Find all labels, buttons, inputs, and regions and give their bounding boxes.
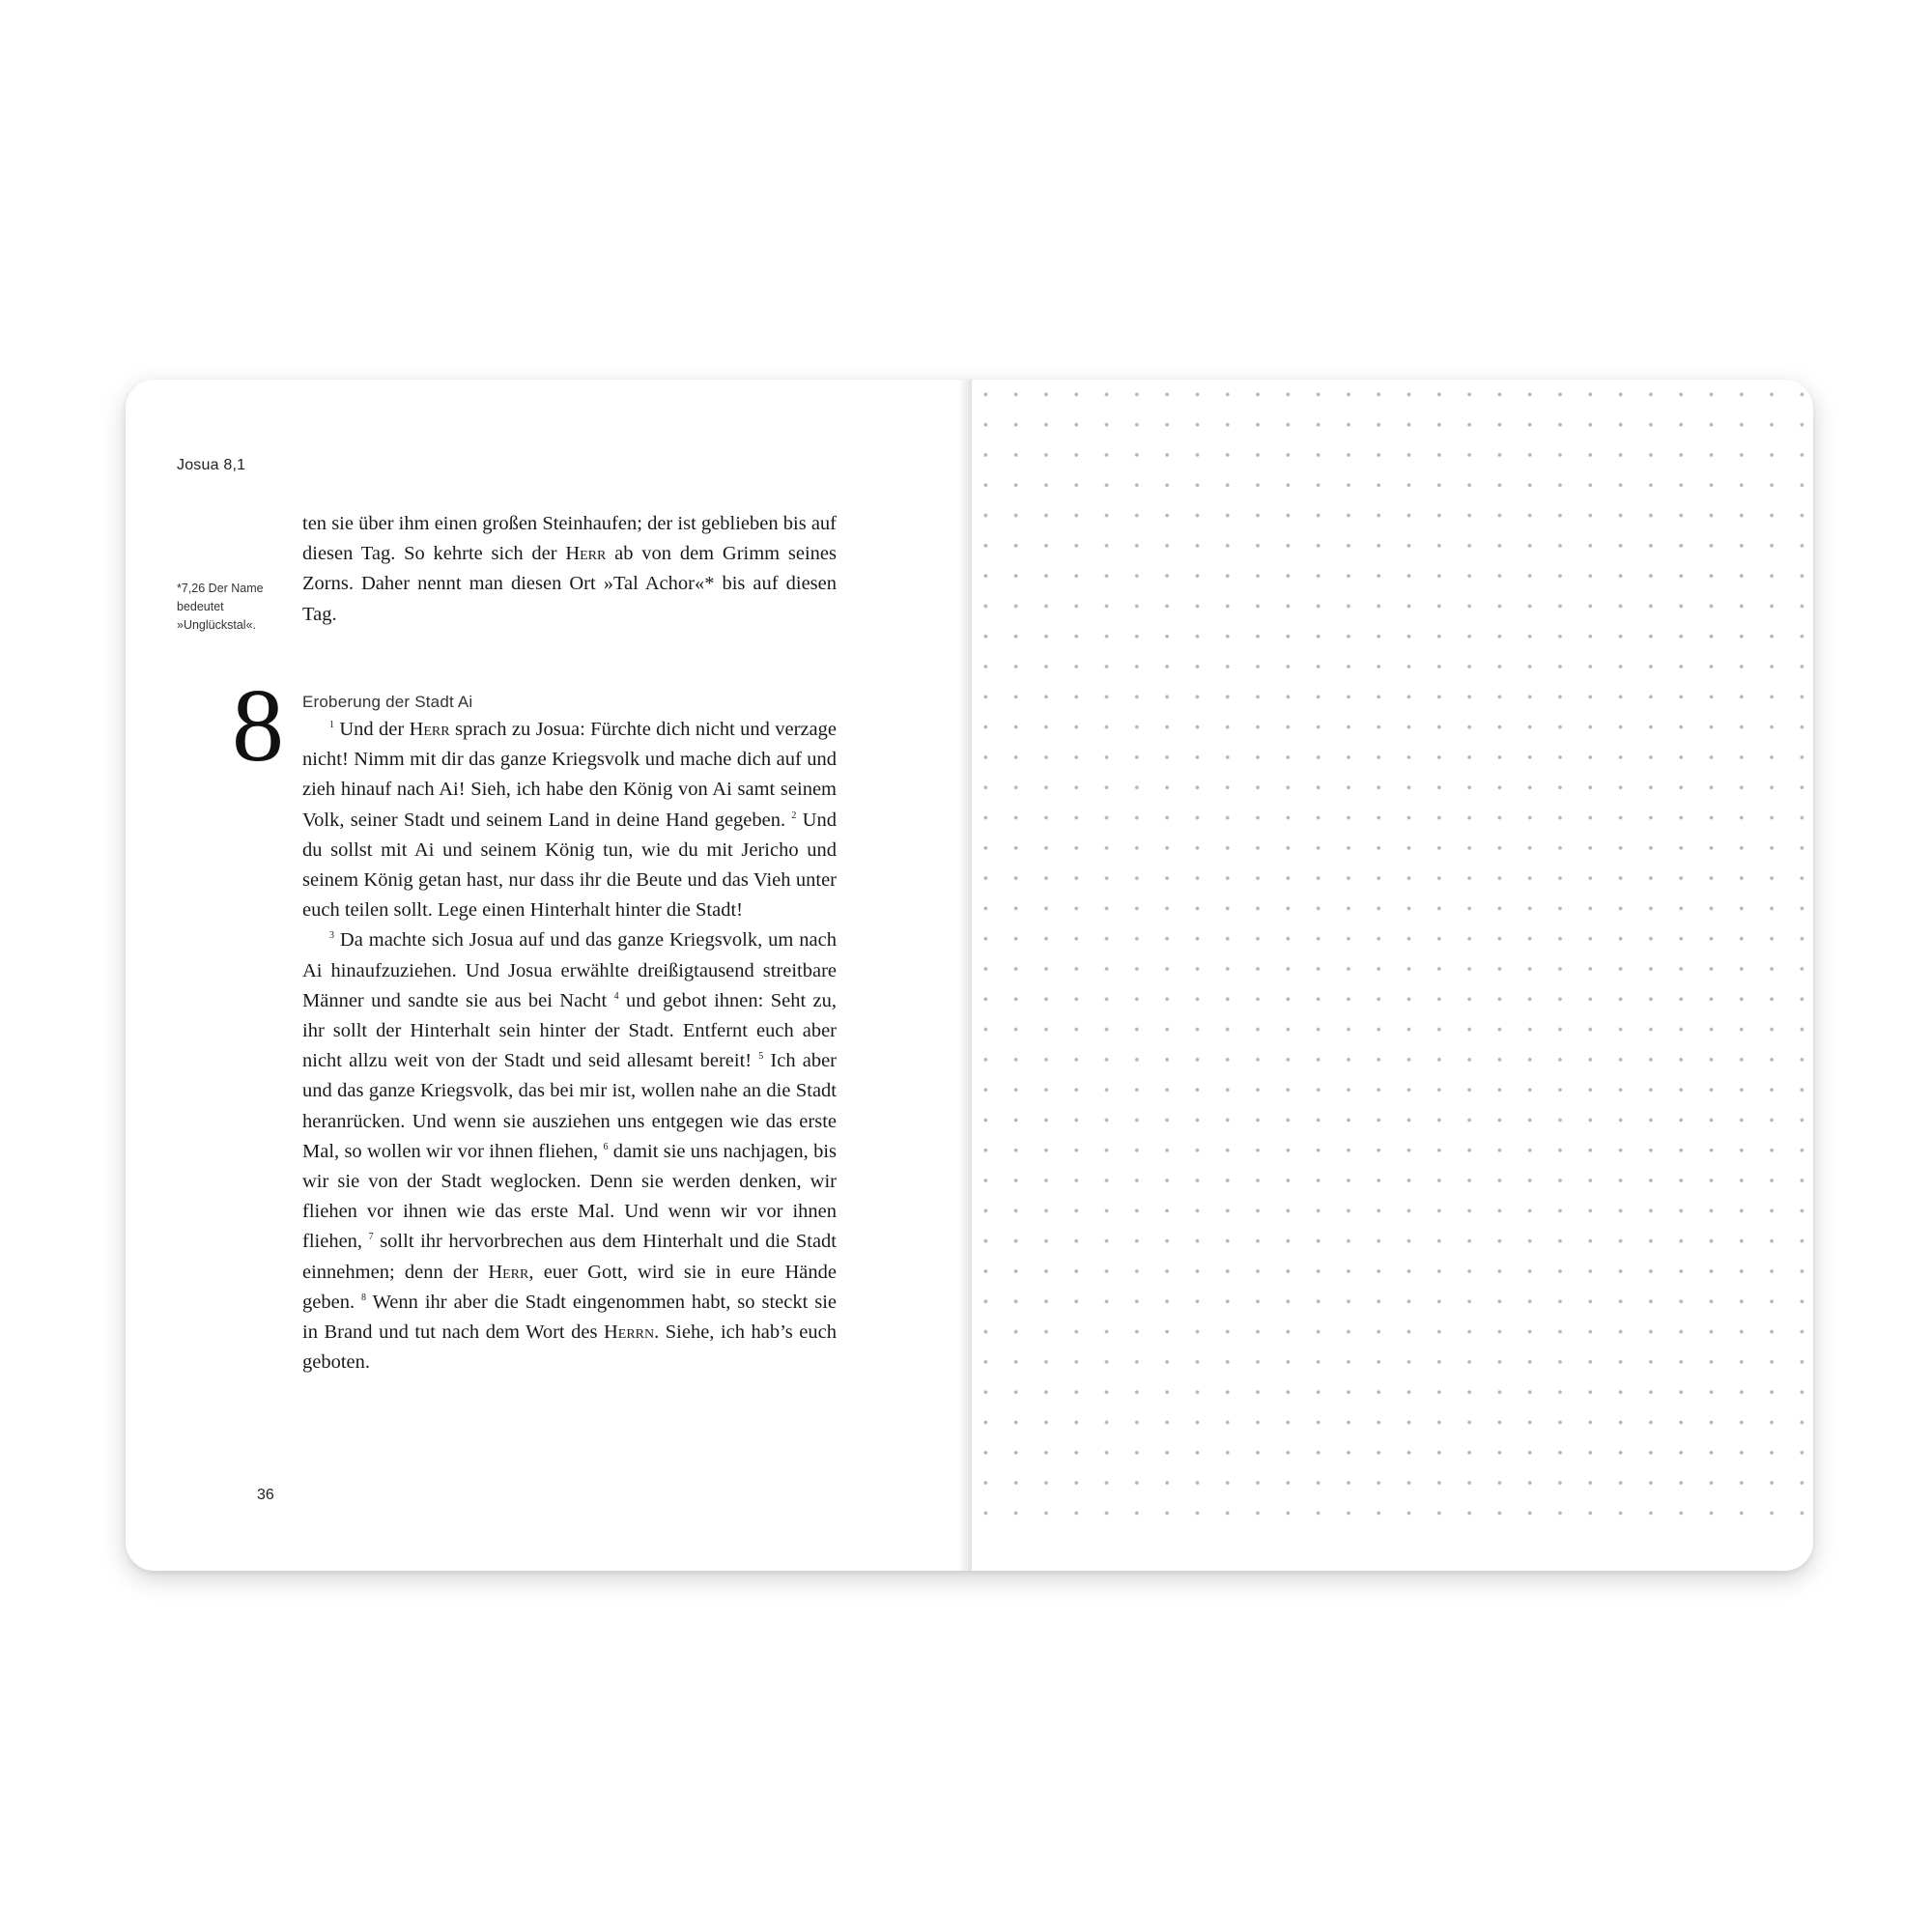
verse-number: 5 — [758, 1051, 764, 1063]
margin-note: *7,26 Der Name bedeutet »Unglückstal«. — [177, 582, 264, 632]
divine-name: Herr — [565, 543, 607, 565]
text-run: . Siehe, ich hab’s euch geboten. — [302, 1321, 837, 1374]
left-page — [126, 380, 966, 1571]
section-title: Eroberung der Stadt Ai — [302, 693, 473, 711]
chapter-text — [302, 689, 837, 1378]
text-run: Ich aber und das ganze Kriegsvolk, das bei mir ist, wollen nahe an die Stadt heranrücken. Und wenn sie ausziehen uns entgegen wie das erste Mal, so wollen wir vor ihnen fliehen, — [302, 1050, 837, 1162]
continuation-text — [302, 509, 837, 630]
text-run: Da machte sich Josua auf und das ganze Kriegsvolk, um nach Ai hinaufzuziehen. Und Josua erwählte dreißigtausend streitbare Männer und sandte sie aus bei Nacht — [302, 929, 837, 1011]
divine-name: Herr — [488, 1261, 529, 1283]
verse-number: 6 — [603, 1141, 609, 1152]
continuation-paragraph — [302, 509, 837, 630]
verse-number: 8 — [361, 1292, 367, 1303]
text-run: ten sie über ihm einen großen Steinhaufen; der ist geblieben bis auf diesen Tag. So kehrte sich der — [302, 513, 837, 565]
text-run: ab von dem Grimm seines Zorns. Daher nennt man diesen Ort »Tal Achor«* bis auf diesen Tag. — [302, 543, 837, 625]
verse-number: 2 — [791, 810, 797, 821]
book-gutter — [958, 380, 972, 1571]
text-run: Und du sollst mit Ai und seinem König tun, wie du mit Jericho und seinem König getan hast, nur dass ihr die Beute und das Vieh unter euch teilen sollt. Lege einen Hinterhalt hinter die Stadt! — [302, 809, 837, 922]
chapter-number: 8 — [232, 668, 284, 783]
text-run: damit sie uns nachjagen, bis wir sie von der Stadt weglocken. Denn sie werden denken, wir fliehen vor ihnen wie das erste Mal. Und wenn wir vor ihnen fliehen, — [302, 1140, 837, 1253]
divine-name: Herr — [409, 719, 450, 740]
text-run: Und der — [334, 719, 410, 740]
divine-name: Herrn — [603, 1321, 655, 1344]
text-run: , euer Gott, wird sie in eure Hände geben. — [302, 1261, 837, 1313]
text-run: Wenn ihr aber die Stadt eingenommen habt, so steckt sie in Brand und tut nach dem Wort des — [302, 1291, 838, 1344]
dot-grid-page — [972, 380, 1813, 1571]
book-spread — [126, 380, 1813, 1571]
verse-number: 7 — [368, 1232, 374, 1243]
verse-number: 4 — [613, 990, 619, 1002]
paragraph-1 — [302, 715, 837, 925]
running-head: Josua 8,1 — [177, 457, 246, 473]
text-run: sollt ihr hervorbrechen aus dem Hinterhalt und die Stadt einnehmen; denn der — [302, 1231, 837, 1283]
text-run: sprach zu Josua: Fürchte dich nicht und verzage nicht! Nimm mit dir das ganze Kriegsvolk und mache dich auf und zieh hinauf nach Ai! Sieh, ich habe den König von Ai samt seinem Volk, seiner Stadt und seinem Land in deine Hand gegeben. — [302, 719, 838, 831]
bottom-margin — [972, 1534, 1813, 1571]
paragraph-2 — [302, 925, 837, 1378]
verse-number: 1 — [329, 720, 334, 730]
verse-number: 3 — [329, 930, 334, 942]
text-run: und gebot ihnen: Seht zu, ihr sollt der Hinterhalt sein hinter der Stadt. Entfernt euch aber nicht allzu weit von der Stadt und seid allesamt bereit! — [302, 989, 837, 1072]
page-number: 36 — [257, 1487, 274, 1503]
